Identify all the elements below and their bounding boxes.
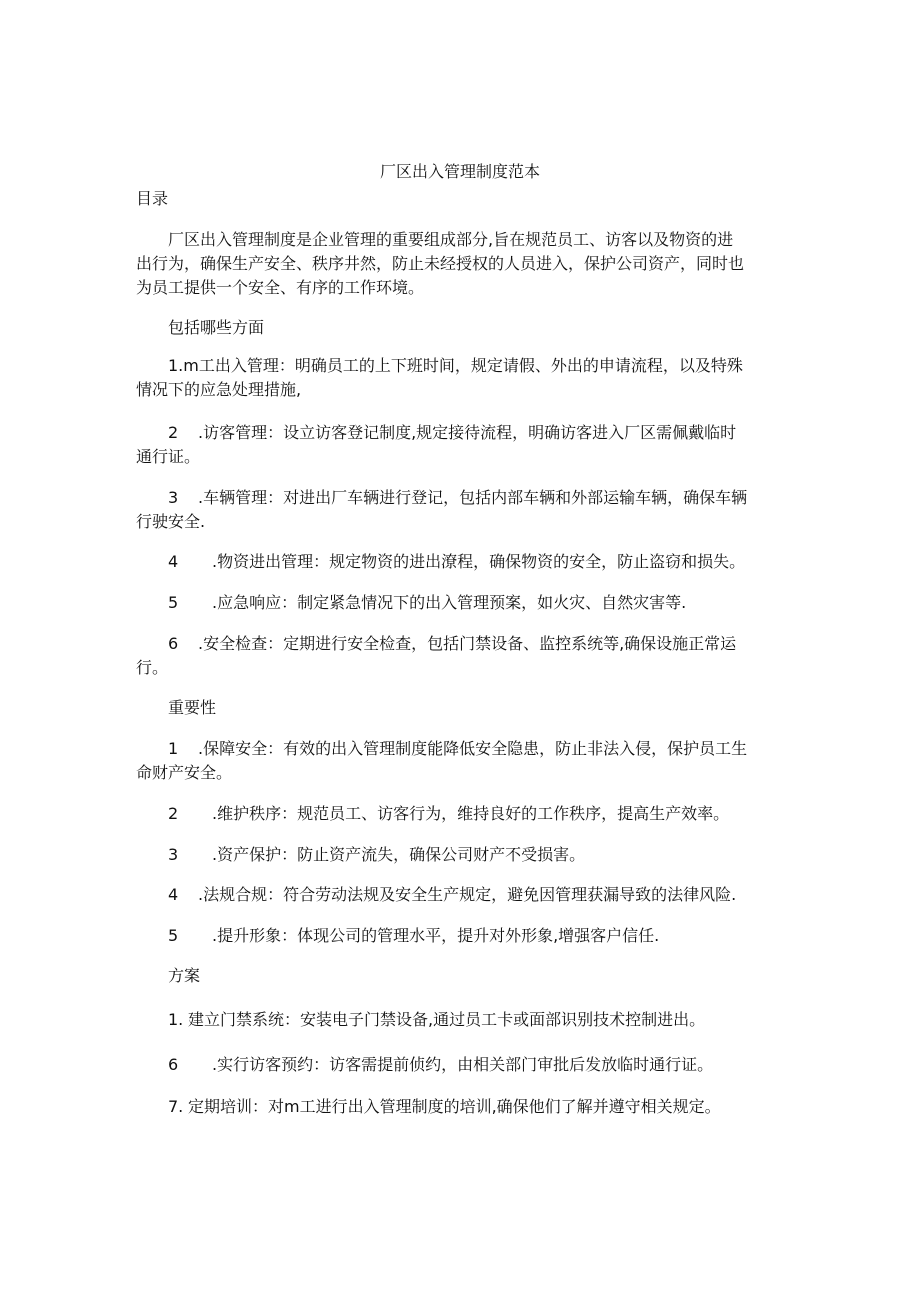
item-text: .提升形象：体现公司的管理水平，提升对外形象,增强客户信任. — [212, 926, 660, 945]
item-number: 7. — [168, 1097, 184, 1116]
intro-line: 出行为，确保生产安全、秩序井然，防止未经授权的人员进入，保护公司资产，同时也 — [136, 254, 745, 273]
item-number: 5 — [168, 593, 179, 612]
list-item — [168, 486, 747, 510]
item-number: 3 — [168, 845, 179, 864]
item-text-continued: 情况下的应急处理措施, — [136, 380, 302, 399]
section-heading-importance: 重要性 — [168, 698, 217, 717]
list-item — [168, 591, 686, 615]
item-text: .保障安全：有效的出入管理制度能降低安全隐患，防止非法入侵，保护员工生 — [198, 739, 748, 758]
item-number: 1. — [168, 1010, 184, 1029]
item-number: 6 — [168, 634, 179, 653]
item-number: 1 — [168, 739, 179, 758]
section-heading-plan: 方案 — [168, 966, 201, 985]
document-title: 厂区出入管理制度范本 — [379, 162, 540, 181]
intro-line: 为员工提供一个安全、有序的工作环境。 — [136, 278, 425, 297]
list-item — [168, 1008, 705, 1032]
list-item — [168, 883, 736, 907]
item-number: 2 — [168, 423, 179, 442]
list-item — [168, 632, 736, 656]
item-text: .车辆管理：对进出厂车辆进行登记，包括内部车辆和外部运输车辆，确保车辆 — [198, 488, 748, 507]
list-item — [168, 843, 585, 867]
item-text: .安全检查：定期进行安全检查，包括门禁设备、监控系统等,确保设施正常运 — [198, 634, 737, 653]
list-item — [168, 1095, 721, 1119]
list-item — [168, 737, 747, 761]
item-text: m工出入管理：明确员工的上下班时间，规定请假、外出的申请流程，以及特殊 — [183, 356, 743, 375]
list-item — [168, 550, 745, 574]
item-text: .物资进出管理：规定物资的进出潦程，确保物资的安全，防止盗窃和损失。 — [212, 552, 746, 571]
item-text: .法规合规：符合劳动法规及安全生产规定，避免因管理获漏导致的法律风险. — [198, 885, 737, 904]
item-text: .维护秩序：规范员工、访客行为，维持良好的工作秩序，提高生产效率。 — [212, 804, 730, 823]
item-number: 2 — [168, 804, 179, 823]
intro-line: 厂区出入管理制度是企业管理的重要组成部分,旨在规范员工、访客以及物资的进 — [168, 230, 734, 249]
toc-label: 目录 — [136, 189, 169, 208]
list-item — [168, 354, 743, 378]
item-text-continued: 通行证。 — [136, 447, 201, 466]
item-number: 4 — [168, 552, 179, 571]
item-text-continued: 行驶安全. — [136, 512, 206, 531]
item-text: .应急响应：制定紧急情况下的出入管理预案，如火灾、自然灾害等. — [212, 593, 687, 612]
item-text: 建立门禁系统：安装电子门禁设备,通过员工卡或面部识别技术控制进出。 — [188, 1010, 706, 1029]
item-text-continued: 行。 — [136, 658, 169, 677]
list-item — [168, 1053, 713, 1077]
item-number: 6 — [168, 1055, 179, 1074]
list-item — [168, 421, 736, 445]
item-number: 3 — [168, 488, 179, 507]
item-text: 定期培训：对m工进行出入管理制度的培训,确保他们了解并遵守相关规定。 — [188, 1097, 721, 1116]
section-heading-aspects: 包括哪些方面 — [168, 318, 265, 337]
item-text-continued: 命财产安全。 — [136, 763, 233, 782]
list-item — [168, 924, 659, 948]
list-item — [168, 802, 729, 826]
item-number: 1. — [168, 356, 184, 375]
item-number: 4 — [168, 885, 179, 904]
item-text: .实行访客预约：访客需提前侦约，由相关部门审批后发放临时通行证。 — [212, 1055, 714, 1074]
item-number: 5 — [168, 926, 179, 945]
item-text: .资产保护：防止资产流失，确保公司财产不受损害。 — [212, 845, 586, 864]
item-text: .访客管理：设立访客登记制度,规定接待流程，明确访客进入厂区需佩戴临时 — [198, 423, 737, 442]
